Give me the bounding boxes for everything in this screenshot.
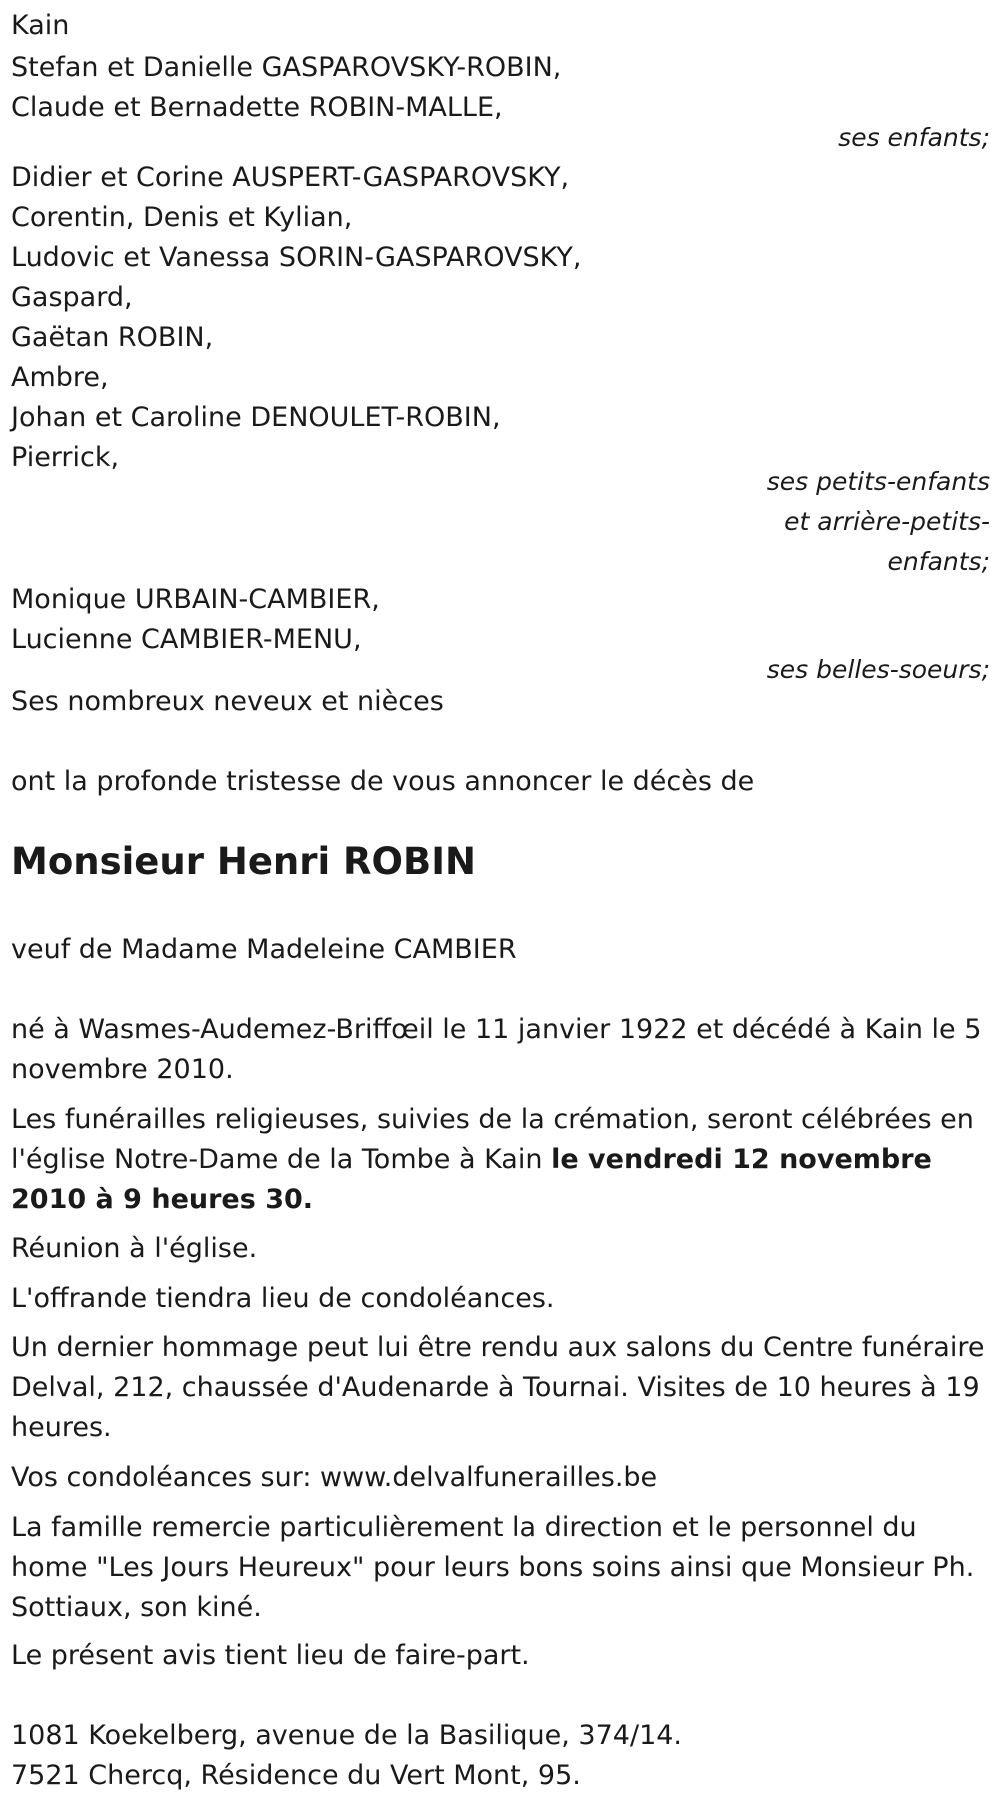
sister-in-law-line: Lucienne CAMBIER-MENU,: [11, 624, 362, 655]
grandchildren-line: Gaspard,: [11, 282, 133, 313]
condolences-text: Vos condoléances sur: www.delvalfunerailles.be: [11, 1462, 658, 1493]
funeral-date: le vendredi 12 novembre 2010 à 9 heures 30.: [11, 1144, 932, 1215]
meeting-text: Réunion à l'église.: [11, 1233, 258, 1264]
address-line: 1081 Koekelberg, avenue de la Basilique, 374/14.: [11, 1720, 683, 1751]
children-role: ses enfants;: [838, 123, 990, 152]
children-line: Claude et Bernadette ROBIN-MALLE,: [11, 92, 503, 123]
deceased-name: Monsieur Henri ROBIN: [11, 840, 476, 883]
grandchildren-line: Ambre,: [11, 362, 109, 393]
tribute-paragraph: Un dernier hommage peut lui être rendu aux salons du Centre funéraire Delval, 212, chaussée d'Audenarde à Tournai. Visites de 10 heures à 19 heures.: [11, 1332, 985, 1443]
address-line: 7521 Chercq, Résidence du Vert Mont, 95.: [11, 1760, 581, 1791]
birth-death-text: né à Wasmes-Audemez-Briffœil le 11 janvier 1922 et décédé à Kain le 5 novembre 2010.: [11, 1014, 982, 1085]
children-list: [11, 48, 561, 128]
grandchildren-line: Johan et Caroline DENOULET-ROBIN,: [11, 402, 501, 433]
grandchildren-line: Didier et Corine AUSPERT-GASPAROVSKY,: [11, 162, 570, 193]
funeral-text: Les funérailles religieuses, suivies de la crémation, seront célébrées en l'église Notre-Dame de la Tombe à Kain: [11, 1104, 974, 1175]
nephews-text: Ses nombreux neveux et nièces: [11, 686, 444, 717]
grandchildren-role-line: et arrière-petits-: [784, 507, 990, 536]
grandchildren-role-line: enfants;: [887, 547, 990, 576]
funeral-paragraph: [11, 1100, 986, 1220]
sisters-in-law-list: [11, 580, 380, 660]
children-line: Stefan et Danielle GASPAROVSKY-ROBIN,: [11, 52, 562, 83]
offering-text: L'offrande tiendra lieu de condoléances.: [11, 1283, 555, 1314]
grandchildren-list: [11, 158, 582, 478]
grandchildren-line: Pierrick,: [11, 442, 120, 473]
grandchildren-line: Corentin, Denis et Kylian,: [11, 202, 353, 233]
announcement-text: ont la profonde tristesse de vous annoncer le décès de: [11, 766, 755, 797]
addresses: [11, 1716, 682, 1796]
sister-in-law-line: Monique URBAIN-CAMBIER,: [11, 584, 380, 615]
place-text: Kain: [11, 10, 70, 41]
sisters-in-law-role: ses belles-soeurs;: [766, 655, 990, 684]
grandchildren-line: Ludovic et Vanessa SORIN-GASPAROVSKY,: [11, 242, 582, 273]
thanks-paragraph: La famille remercie particulièrement la direction et le personnel du home "Les Jours Heureux" pour leurs bons soins ainsi que Monsieur Ph. Sottiaux, son kiné.: [11, 1512, 975, 1623]
grandchildren-line: Gaëtan ROBIN,: [11, 322, 214, 353]
grandchildren-role-line: ses petits-enfants: [766, 467, 990, 496]
grandchildren-role: [767, 462, 990, 582]
widower-text: veuf de Madame Madeleine CAMBIER: [11, 934, 517, 965]
faire-part-text: Le présent avis tient lieu de faire-part.: [11, 1640, 530, 1671]
